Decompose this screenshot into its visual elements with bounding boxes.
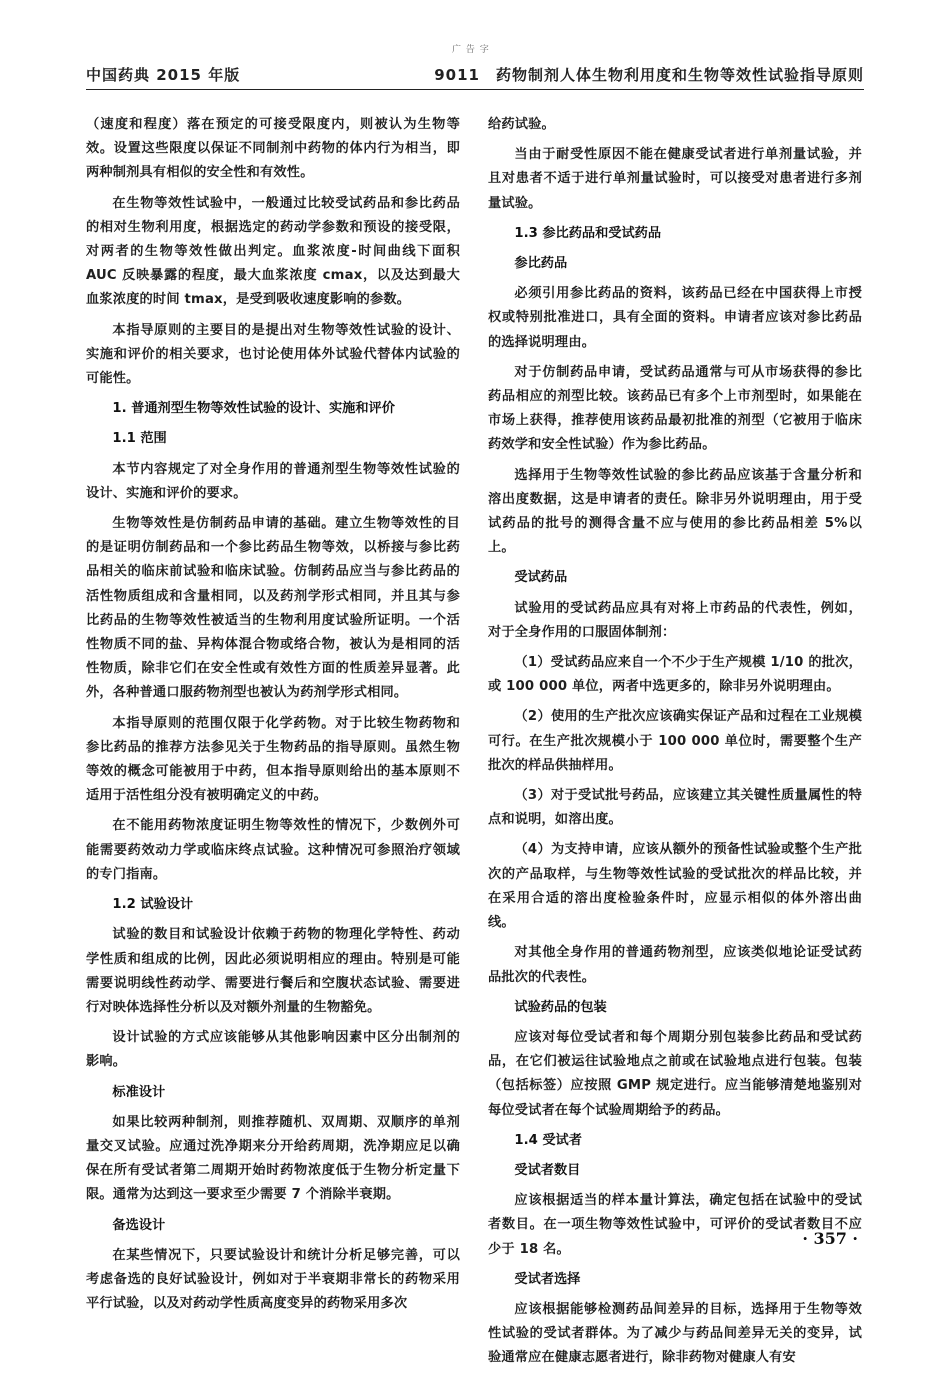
paragraph: 在某些情况下，只要试验设计和统计分析足够完善，可以考虑备选的良好试验设计，例如对于半衰期非常长的药物采用平行试验，以及对药动学性质高度变异的药物采用多次 [86, 1247, 460, 1312]
paragraph: 必须引用参比药品的资料，该药品已经在中国获得上市授权或特别批准进口，具有全面的资料。申请者应该对参比药品的选择说明理由。 [488, 286, 862, 350]
publisher-logo: 广 告 字 [452, 45, 490, 55]
paragraph: （4）为支持申请，应该从额外的预备性试验或整个生产批次的产品取样，与生物等效性试验的受试批次的样品比较，并在采用合适的溶出度检验条件时，应显示相似的体外溶出曲线。 [488, 842, 862, 931]
subsection-heading: 受试者数目 [514, 1162, 581, 1178]
section-heading: 1.4 受试者 [514, 1132, 582, 1148]
right-column [488, 113, 862, 1377]
paragraph: 给药试验。 [488, 117, 555, 132]
paragraph: 试验的数目和试验设计依赖于药物的物理化学特性、药动学性质和组成的比例，因此必须说明相应的理由。特别是可能需要说明线性药动学、需要进行餐后和空腹状态试验、需要进行对映体选择性分析以及对额外剂量的生物豁免。 [86, 927, 460, 1015]
subsection-heading: 受试药品 [514, 570, 568, 586]
header-rule [86, 89, 864, 90]
subsection-heading: 标准设计 [112, 1084, 166, 1100]
subsection-heading: 试验药品的包装 [514, 999, 607, 1015]
paragraph: （2）使用的生产批次应该确实保证产品和过程在工业规模可行。在生产批次规模小于 100 000 单位时，需要整个生产批次的样品供抽样用。 [488, 709, 862, 773]
paragraph: （1）受试药品应来自一个不少于生产规模 1/10 的批次，或 100 000 单位，两者中选更多的，除非另外说明理由。 [488, 655, 862, 695]
paragraph: 应该根据能够检测药品间差异的目标，选择用于生物等效性试验的受试者群体。为了减少与药品间差异无关的变异，试验通常应在健康志愿者进行，除非药物对健康人有安 [488, 1301, 862, 1366]
paragraph: 本指导原则的主要目的是提出对生物等效性试验的设计、实施和评价的相关要求，也讨论使用体外试验代替体内试验的可能性。 [86, 322, 460, 387]
paragraph: 在生物等效性试验中，一般通过比较受试药品和参比药品的相对生物利用度，根据选定的药动学参数和预设的接受限，对两者的生物等效性做出判定。血浆浓度-时间曲线下面积 AUC 反映暴露的程度，最大血浆浓度 cmax，以及达到最大血浆浓度的时间 tmax，是受到吸收速度影响的参数。 [86, 195, 460, 308]
subsection-heading: 备选设计 [112, 1217, 166, 1233]
subsection-heading: 参比药品 [514, 256, 568, 272]
paragraph: 如果比较两种制剂，则推荐随机、双周期、双顺序的单剂量交叉试验。应通过洗净期来分开给药周期，洗净期应足以确保在所有受试者第二周期开始时药物浓度低于生物分析定量下限。通常为达到这一要求至少需要 7 个消除半衰期。 [86, 1114, 460, 1203]
paragraph: 应该根据适当的样本量计算法，确定包括在试验中的受试者数目。在一项生物等效性试验中，可评价的受试者数目不应少于 18 名。 [488, 1193, 862, 1257]
paragraph: （3）对于受试批号药品，应该建立其关键性质量属性的特点和说明，如溶出度。 [488, 788, 862, 828]
paragraph: 试验用的受试药品应具有对将上市药品的代表性，例如，对于全身作用的口服固体制剂： [488, 600, 862, 640]
section-heading: 1.1 范围 [112, 431, 167, 447]
section-heading: 1.3 参比药品和受试药品 [514, 225, 662, 241]
subsection-heading: 受试者选择 [514, 1271, 581, 1287]
paragraph: 应该对每位受试者和每个周期分别包装参比药品和受试药品，在它们被运往试验地点之前或在试验地点进行包装。包装（包括标签）应按照 GMP 规定进行。应当能够清楚地鉴别对每位受试者在每个试验周期给予的药品。 [488, 1029, 862, 1118]
paragraph: 本指导原则的范围仅限于化学药物。对于比较生物药物和参比药品的推荐方法参见关于生物药品的指导原则。虽然生物等效的概念可能被用于中药，但本指导原则给出的基本原则不适用于活性组分没有被明确定义的中药。 [86, 715, 460, 804]
paragraph: （速度和程度）落在预定的可接受限度内，则被认为生物等效。设置这些限度以保证不同制剂中药物的体内行为相当，即两种制剂具有相似的安全性和有效性。 [86, 117, 460, 181]
header-left: 中国药典 2015 年版 [86, 66, 241, 84]
paragraph: 生物等效性是仿制药品申请的基础。建立生物等效性的目的是证明仿制药品和一个参比药品生物等效，以桥接与参比药品相关的临床前试验和临床试验。仿制药品应当与参比药品的活性物质组成和含量相同，以及药剂学形式相同，并且其与参比药品的生物等效性被适当的生物利用度试验所证明。一个活性物质不同的盐、异构体混合物或络合物，被认为是相同的活性物质，除非它们在安全性或有效性方面的性质差异显著。此外，各种普通口服药物剂型也被认为药剂学形式相同。 [86, 516, 460, 701]
paragraph: 设计试验的方式应该能够从其他影响因素中区分出制剂的影响。 [86, 1030, 460, 1070]
paragraph: 在不能用药物浓度证明生物等效性的情况下，少数例外可能需要药效动力学或临床终点试验。这种情况可参照治疗领域的专门指南。 [86, 818, 460, 882]
paragraph: 本节内容规定了对全身作用的普通剂型生物等效性试验的设计、实施和评价的要求。 [86, 461, 460, 501]
paragraph: 当由于耐受性原因不能在健康受试者进行单剂量试验，并且对患者不适于进行单剂量试验时，可以接受对患者进行多剂量试验。 [488, 147, 862, 211]
paragraph: 选择用于生物等效性试验的参比药品应该基于含量分析和溶出度数据，这是申请者的责任。除非另外说明理由，用于受试药品的批号的测得含量不应与使用的参比药品相差 5%以上。 [488, 467, 862, 556]
page-number: · 357 · [802, 1229, 858, 1248]
left-column [86, 113, 460, 1322]
header-right: 9011 药物制剂人体生物利用度和生物等效性试验指导原则 [434, 66, 864, 84]
section-heading: 1.2 试验设计 [112, 897, 194, 913]
section-heading: 1. 普通剂型生物等效性试验的设计、实施和评价 [112, 401, 395, 417]
running-header [86, 60, 864, 86]
paragraph: 对其他全身作用的普通药物剂型，应该类似地论证受试药品批次的代表性。 [488, 945, 862, 985]
paragraph: 对于仿制药品申请，受试药品通常与可从市场获得的参比药品相应的剂型比较。该药品已有多个上市剂型时，如果能在市场上获得，推荐使用该药品最初批准的剂型（它被用于临床药效学和安全性试验）作为参比药品。 [488, 364, 862, 453]
